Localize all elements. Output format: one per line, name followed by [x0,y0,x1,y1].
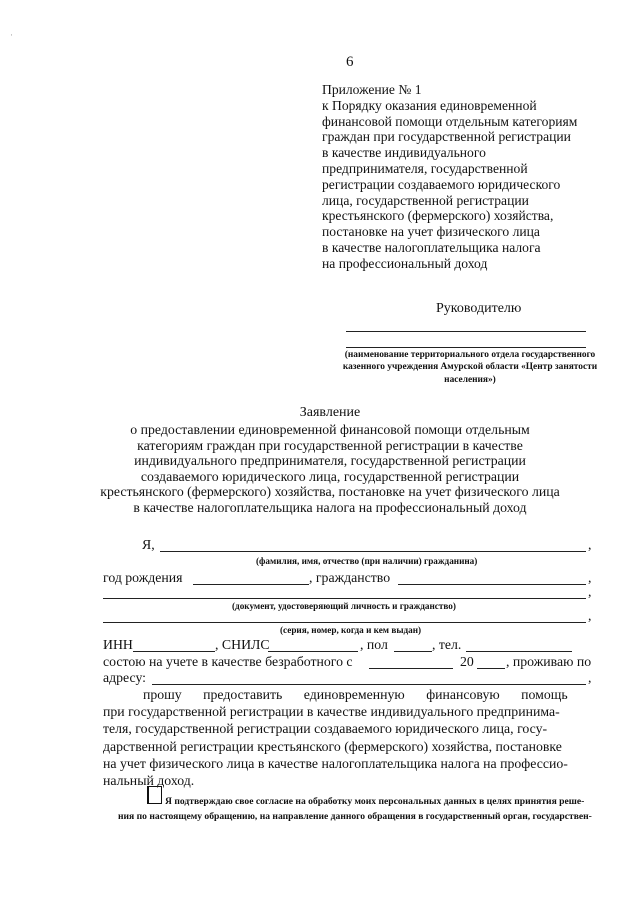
request-line: при государственной регистрации в качестве индивидуального предпринима- [103,704,560,720]
appendix-line: регистрации создаваемого юридического [322,176,561,192]
sex-field[interactable] [394,651,432,652]
subject-line: в качестве налогоплательщика налога на профессиональный доход [133,499,527,515]
registered-year-field[interactable] [477,668,505,669]
phone-label: , тел. [432,637,462,652]
appendix-line: лица, государственной регистрации [322,192,529,208]
appendix-line: постановке на учет физического лица [322,224,540,240]
appendix-line: предпринимателя, государственной [322,160,528,176]
comma: , [588,570,592,585]
scan-mark: · [10,30,13,40]
inn-label: ИНН [103,637,133,652]
document-caption: (документ, удостоверяющий личность и гражданство) [232,601,456,611]
appendix-line: финансовой помощи отдельным категориям [322,113,578,129]
inn-field[interactable] [133,651,215,652]
request-line: на учет физического лица в качестве налогоплательщика налога на профессио- [103,755,568,771]
birth-year-label: год рождения [103,570,183,585]
org-note: (наименование территориального отдела государственного казенного учреждения Амурской области «Центр занятости населения») [342,350,598,385]
comma: , [588,584,592,599]
phone-field[interactable] [466,651,572,652]
subject-line: индивидуального предпринимателя, государственной регистрации [134,453,526,469]
registered-text: состою на учете в качестве безработного с [103,654,353,669]
year-prefix: 20 [460,654,474,669]
address-label: адресу: [103,670,147,685]
fio-caption: (фамилия, имя, отчество (при наличии) гражданина) [256,556,478,566]
statement-title: Заявление [299,405,361,420]
subject-line: крестьянского (фермерского) хозяйства, постановке на учет физического лица [100,484,560,500]
request-line: нальный доход. [103,773,195,789]
citizenship-field[interactable] [398,584,586,585]
appendix-line: в качестве налогоплательщика налога [322,239,541,255]
snils-label: , СНИЛС [215,637,270,652]
living-text: , проживаю по [506,654,592,669]
appendix-line: Приложение № 1 [322,82,422,97]
snils-field[interactable] [268,651,358,652]
appendix-line: граждан при государственной регистрации [322,129,571,145]
comma: , [588,537,592,552]
appendix-header [322,82,622,272]
request-line: прошу предоставить единовременную финансовую помощь [143,687,568,702]
comma: , [588,608,592,623]
comma: , [588,670,592,685]
sex-label: , пол [360,637,388,652]
document-field[interactable] [103,598,586,599]
citizenship-label: , гражданство [309,570,391,585]
subject-line: о предоставлении единовременной финансовой помощи отдельным [130,422,530,437]
request-line: дарственной регистрации крестьянского (фермерского) хозяйства, постановке [103,738,562,754]
addressee-line-2[interactable] [346,347,586,348]
fio-field[interactable] [160,551,586,552]
subject-line: создаваемого юридического лица, государственной регистрации [140,468,520,484]
request-line: теля, государственной регистрации создаваемого юридического лица, госу- [103,721,548,737]
series-caption: (серия, номер, когда и кем выдан) [280,625,422,635]
appendix-line: на профессиональный доход [322,255,488,271]
series-field[interactable] [103,622,586,623]
i-label: Я, [142,537,155,552]
request-paragraph [103,686,595,789]
address-field[interactable] [152,684,586,685]
appendix-line: к Порядку оказания единовременной [322,97,537,113]
statement-subject [80,422,580,516]
consent-line-1: Я подтверждаю свое согласие на обработку моих персональных данных в целях принятия реше- [165,796,585,807]
appendix-line: в качестве индивидуального [322,145,486,161]
consent-line-2: ния по настоящему обращению, на направление данного обращения в государственный орган, государствен- [118,811,592,822]
consent-checkbox[interactable] [147,786,162,804]
appendix-line: крестьянского (фермерского) хозяйства, [322,208,554,224]
page-number: 6 [346,54,354,70]
addressee: Руководителю [436,301,522,316]
birth-year-field[interactable] [193,584,309,585]
registered-date-field[interactable] [369,668,453,669]
subject-line: категориям граждан при государственной регистрации в качестве [137,437,523,453]
addressee-line-1[interactable] [346,331,586,332]
